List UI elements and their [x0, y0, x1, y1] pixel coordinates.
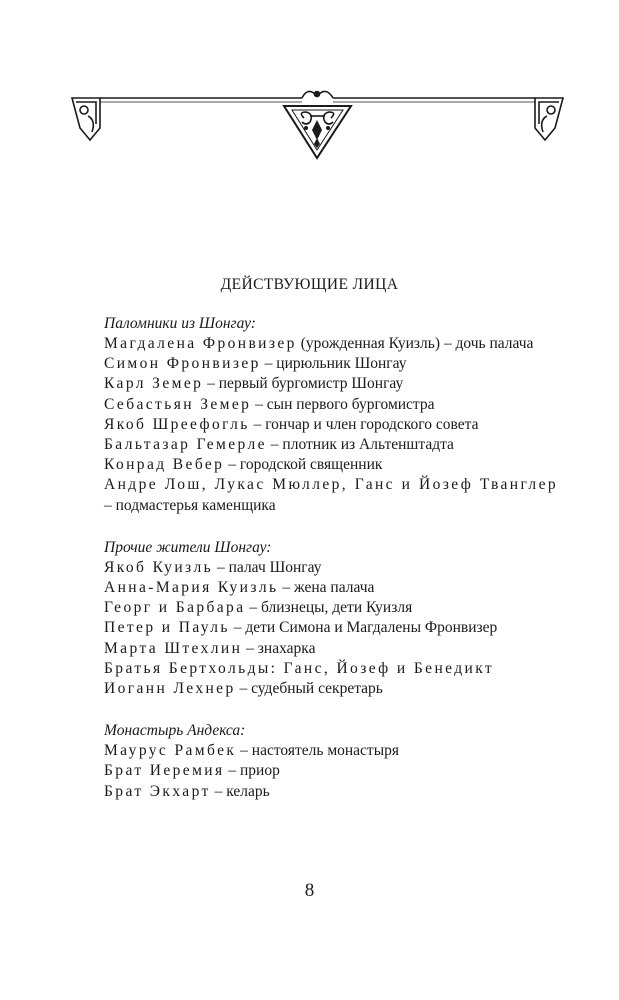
section-title: Монастырь Андекса: — [104, 722, 246, 740]
character-name: Маурус Рамбек — [104, 742, 237, 760]
character-description: – палач Шонгау — [217, 558, 322, 576]
list-item — [104, 679, 558, 699]
section — [104, 721, 558, 802]
character-description: – судебный секретарь — [239, 680, 383, 698]
character-name: Магдалена Фронвизер — [104, 335, 297, 352]
character-name: Анна-Мария Куизль — [104, 579, 279, 597]
character-name: Конрад Вебер — [104, 456, 225, 474]
character-description: – настоятель монастыря — [240, 742, 400, 760]
character-description: – келарь — [214, 782, 270, 800]
character-description: – знахарка — [246, 639, 316, 657]
list-item — [104, 415, 558, 435]
list-item — [104, 558, 558, 578]
character-description: (урожденная Куизль) – дочь палача — [300, 335, 534, 352]
character-description: – подмастерья каменщика — [104, 496, 276, 514]
character-description: – городской священник — [228, 456, 383, 474]
section — [104, 538, 558, 699]
character-name: Карл Земер — [104, 375, 204, 393]
section — [104, 314, 558, 516]
character-name: Якоб Куизль — [104, 558, 214, 576]
section-title: Паломники из Шонгау: — [104, 315, 256, 332]
character-name: Бальтазар Гемерле — [104, 436, 267, 454]
list-item — [104, 578, 558, 598]
character-description: – приор — [228, 762, 280, 780]
ornamental-header-vignette-icon — [70, 88, 565, 166]
list-item — [104, 782, 558, 802]
list-item — [104, 395, 558, 415]
character-description: – дети Симона и Магдалены Фронвизер — [233, 619, 498, 637]
list-item — [104, 374, 558, 394]
list-item — [104, 354, 558, 374]
list-item — [104, 659, 558, 679]
list-item — [104, 334, 558, 354]
character-description: – первый бургомистр Шонгау — [207, 375, 404, 393]
character-description: – сын первого бургомистра — [255, 395, 435, 413]
character-name: Брат Иеремия — [104, 762, 225, 780]
list-item — [104, 761, 558, 781]
character-name: Георг и Барбара — [104, 599, 246, 617]
character-name: Марта Штехлин — [104, 639, 243, 657]
character-description: – близнецы, дети Куизля — [249, 599, 413, 617]
list-item — [104, 618, 558, 638]
list-item — [104, 455, 558, 475]
character-name: Брат Экхарт — [104, 782, 211, 800]
list-item — [104, 598, 558, 618]
character-description: – плотник из Альтенштадта — [270, 436, 454, 454]
character-description: – жена палача — [282, 579, 375, 597]
character-name: Якоб Шреефогль — [104, 415, 250, 433]
character-name: Петер и Пауль — [104, 619, 230, 637]
page-number: 8 — [304, 880, 315, 901]
list-item — [104, 435, 558, 455]
character-name: Себастьян Земер — [104, 395, 252, 413]
character-description: – гончар и член городского совета — [253, 415, 479, 433]
character-name: Иоганн Лехнер — [104, 680, 236, 698]
section-title: Прочие жители Шонгау: — [104, 538, 272, 556]
list-item — [104, 639, 558, 659]
list-item — [104, 741, 558, 761]
page-title: ДЕЙСТВУЮЩИЕ ЛИЦА — [220, 276, 399, 293]
cast-list — [104, 314, 558, 802]
character-name: Андре Лош, Лукас Мюллер, Ганс и Йозеф Тванглер — [104, 476, 558, 494]
list-item — [104, 475, 558, 515]
character-description: – цирюльник Шонгау — [264, 355, 407, 373]
character-name: Симон Фронвизер — [104, 355, 261, 373]
character-name: Братья Бертхольды: Ганс, Йозеф и Бенедикт — [104, 659, 495, 677]
